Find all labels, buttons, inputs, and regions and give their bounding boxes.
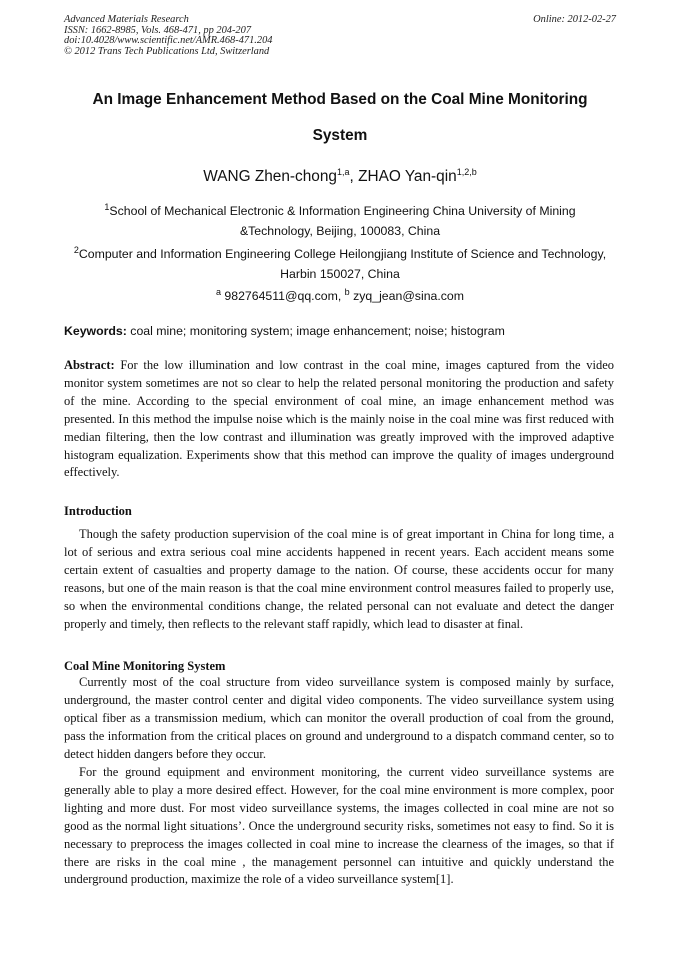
abstract (64, 357, 614, 482)
affiliation-2-line1: Computer and Information Engineering College Heilongjiang Institute of Science and Technology, (78, 247, 607, 261)
journal-name: Advanced Materials Research (64, 14, 189, 25)
author-2: ZHAO Yan-qin (358, 168, 457, 185)
journal-header (64, 15, 616, 57)
email-line (64, 286, 616, 306)
online-date: Online: 2012-02-27 (533, 14, 616, 25)
monitoring-paragraph-1: Currently most of the coal structure from video surveillance system is composed mainly by surface, underground, the master control center and digital video components. The video surveillance system using optical fiber as a transmission medium, which can monitor the overall production of coal from the ground, pass the information from the critical places on ground and underground to a dispatch command center, so to detect hidden dangers before they occur. (64, 675, 614, 761)
keywords-text: coal mine; monitoring system; image enhancement; noise; histogram (126, 324, 505, 338)
copyright-line: © 2012 Trans Tech Publications Ltd, Switzerland (64, 45, 270, 57)
email-a: 982764511@qq.com, (220, 289, 345, 303)
author-1: WANG Zhen-chong (203, 168, 337, 185)
abstract-text: For the low illumination and low contrast in the coal mine, images captured from the video monitor system sometimes are not so clear to help the related personal monitoring the production and safety of the mine. According to the special environment of coal mine, an image enhancement method was presented. In this method the impulse noise which is the mainly noise in the coal mine was first reduced with median filtering, then the low contrast and illumination was greatly improved with the improved adaptive histogram equalization. Experiments show that this method can improve the quality of images underground effectively. (64, 358, 614, 480)
affiliation-1 (64, 201, 616, 241)
author-2-affil: 1,2,b (456, 166, 477, 177)
affiliation-2 (64, 244, 616, 284)
issn-line: ISSN: 1662-8985, Vols. 468-471, pp 204-207 (64, 24, 252, 36)
introduction-paragraph: Though the safety production supervision of the coal mine is of great important in China for long time, a lot of serious and extra serious coal mine accidents happened in recent years. Each accident means some certain extent of casualties and property damage to the nation. Of course, these accidents occur for many reasons, but one of the main reason is that the coal mine environment control measures failed to properly use, so when the environmental conditions change, the related personal can not evaluate and detect the danger properly and timely, then reflects to the relevant staff rapidly, which lead to disaster at final. (64, 527, 614, 631)
email-a-mark: a (215, 286, 221, 297)
keywords-label: Keywords: (64, 324, 127, 338)
doi-line: doi:10.4028/www.scientific.net/AMR.468-471.204 (64, 35, 273, 47)
email-b-mark: b (344, 286, 350, 297)
paper-title-line1: An Image Enhancement Method Based on the Coal Mine Monitoring (92, 91, 588, 108)
email-b: zyq_jean@sina.com (349, 289, 465, 303)
author-1-affil: 1,a (336, 166, 350, 177)
affiliation-2-line2: Harbin 150027, China (280, 267, 400, 281)
coal-mine-monitoring-heading: Coal Mine Monitoring System (64, 659, 226, 673)
affiliation-1-line2: &Technology, Beijing, 100083, China (239, 224, 441, 238)
abstract-label: Abstract: (64, 358, 115, 372)
affiliation-2-mark: 2 (73, 244, 79, 255)
paper-title-line2: System (312, 127, 368, 144)
affiliation-1-line1: School of Mechanical Electronic & Information Engineering China University of Mining (109, 204, 576, 218)
introduction-heading: Introduction (64, 504, 132, 518)
author-list (64, 167, 616, 187)
monitoring-paragraph-2: For the ground equipment and environment monitoring, the current video surveillance systems are generally able to play a more desired effect. However, for the coal mine environment is more complex, poor lighting and more dust. For most video surveillance systems, the images collected in coal mine are not so good as the normal light situations’. Once the underground security risks, sometimes not easy to find. So it is necessary to preprocess the images collected in coal mine to increase the clearness of the images, so that if there are risks in the coal mine , the management personnel can intuitive and quickly understand the underground production, maximize the role of a video surveillance system[1]. (64, 765, 614, 887)
keywords (64, 323, 616, 339)
author-separator: , (349, 168, 359, 185)
affiliation-1-mark: 1 (104, 201, 110, 212)
